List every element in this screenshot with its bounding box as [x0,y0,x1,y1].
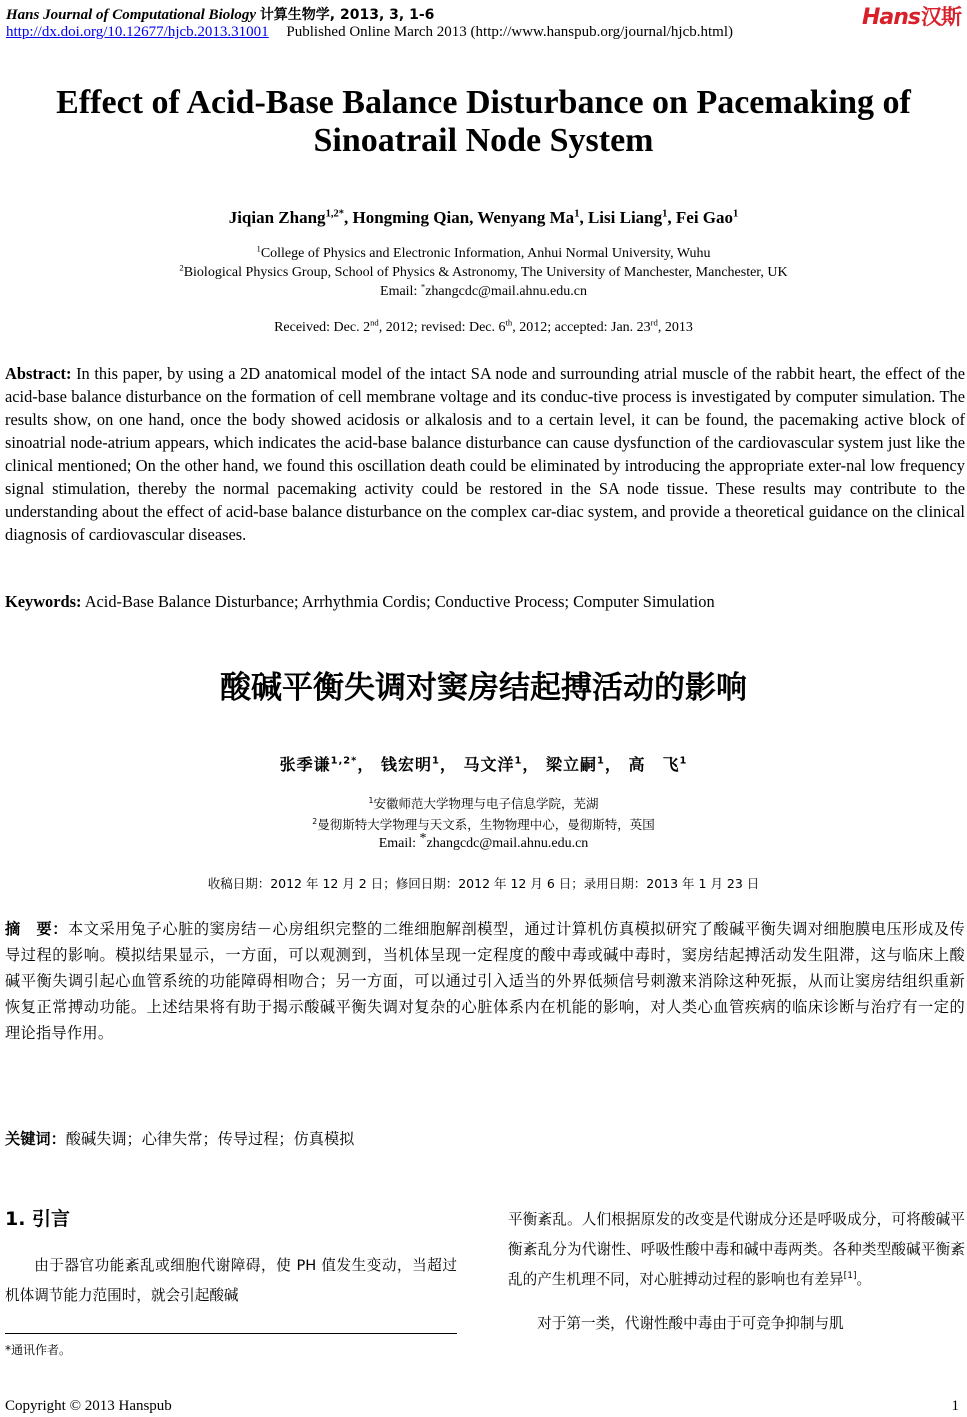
author-sep: ， [522,755,540,774]
published-online: Published Online March 2013 (http://www.hanspub.org/journal/hjcb.html) [286,24,734,40]
date-sup: rd [650,317,658,328]
affiliation-sup: 2 [179,262,184,273]
email-cn [0,830,967,852]
email-label: Email: [380,284,421,299]
date-sup: nd [370,317,379,328]
dates-cn: 收稿日期：2012 年 12 月 2 日；修回日期：2012 年 12 月 6 日；录用日期：2013 年 1 月 23 日 [207,876,760,891]
email-en [0,281,967,300]
email-sup: * [419,830,427,846]
footnote-divider [5,1333,457,1334]
author-sep: ， [439,755,457,774]
affiliation-sup: 2 [312,816,318,826]
footnote-corresponding: *通讯作者。 [5,1343,72,1357]
affiliation-cn-1 [0,794,967,812]
journal-name: Hans Journal of Computational Biology [6,7,257,23]
author-en-sup: 1 [574,208,580,220]
date-accepted: , 2012; accepted: Jan. 23 [512,320,651,335]
affiliation-en-1 [0,243,967,262]
body-left-column: 由于器官功能紊乱或细胞代谢障碍，使 PH 值发生变动，当超过机体调节能力范围时，就会引起酸碱 [5,1257,457,1304]
title-en-line1: Effect of Acid-Base Balance Disturbance on Pacemaking of [56,84,911,121]
email-label: Email: [378,836,420,851]
author-en-sup: 1 [733,208,739,220]
dates-en [0,317,967,336]
logo-text-en: Hans [861,5,920,30]
author-cn-name: 梁立嗣 [545,755,597,774]
doi-line [6,24,733,41]
affiliation-cn-2 [0,815,967,833]
section-heading-intro: 1. 引言 [5,1208,71,1230]
abstract-text: In this paper, by using a 2D anatomical model of the intact SA node and surrounding atrial muscle of the rabbit heart, the effect of the acid-base balance disturbance on the formation of cell membrane voltage and its conduc-tive process is investigated by computer simulation. The results show, on one hand, once the body showed acidosis or alkalosis and to a certain level, it can be found, the pacemaking active block of sinoatrial node-atrium appears, which indicates the acid-base balance disturbance can cause dysfunction of the cardiovascular system just like the clinical mentioned; On the other hand, we found this oscillation death could be eliminated by introducing the appropriate exter-nal low frequency signal stimulation, thereby the normal pacemaking activity could be restored in the SA node tissue. These results may contribute to the understanding about the effect of acid-base balance disturbance on the complex car-diac system, and provide a theoretical guidance on the clinical diagnosis of cardiovascular diseases. [5,364,965,544]
paragraph-end: 。 [856,1271,872,1288]
paper-title-en [0,84,967,160]
affiliation-text: Biological Physics Group, School of Physics & Astronomy, The University of Manchester, Manchester, UK [183,265,788,280]
abstract-cn-label: 摘 要： [5,920,68,938]
affiliation-text: 安徽师范大学物理与电子信息学院，芜湖 [373,796,599,811]
date-received: Received: Dec. 2 [274,320,371,335]
affiliation-sup: 1 [256,243,261,254]
authors-en: Jiqian Zhang$^{1,2*}$, Hongming Qian, Wenyang Ma$^1$, Lisi Liang$^1$, Fei Gao$^1$ [228,208,739,227]
author-en-name: Hongming Qian [352,208,470,227]
affiliation-text: 曼彻斯特大学物理与天文系，生物物理中心，曼彻斯特，英国 [317,817,655,832]
email-address[interactable]: zhangcdc@mail.ahnu.edu.cn [425,284,587,299]
keywords-text: Acid-Base Balance Disturbance; Arrhythmia Cordis; Conductive Process; Computer Simulation [84,592,715,611]
keywords-label: Keywords: [5,592,82,611]
body-right-column [508,1205,965,1339]
abstract-cn-text: 本文采用兔子心脏的窦房结－心房组织完整的二维细胞解剖模型，通过计算机仿真模拟研究了酸碱平衡失调对细胞膜电压形成及传导过程的影响。模拟结果显示，一方面，可以观测到，当机体呈现一定程度的酸中毒或碱中毒时，窦房结起搏活动发生阻滞，这与临床上酸碱平衡失调引起心血管系统的功能障碍相吻合；另一方面，可以通过引入适当的外界低频信号刺激来消除这种死振，从而让窦房结组织重新恢复正常搏动功能。上述结果将有助于揭示酸碱平衡失调对复杂的心脏体系内在机能的影响，对人类心血管疾病的临床诊断与治疗有一定的理论指导作用。 [5,920,965,1042]
journal-volume-info: 计算生物学, 2013, 3, 1-6 [259,7,435,23]
author-sep: ， [357,755,375,774]
paper-title-cn: 酸碱平衡失调对窦房结起搏活动的影响 [220,670,747,706]
affiliation-sup: 1 [368,795,374,805]
logo-text-cn: 汉斯 [921,5,961,29]
abstract-label: Abstract: [5,364,72,383]
author-cn-name: 马文洋 [463,755,515,774]
doi-link[interactable]: http://dx.doi.org/10.12677/hjcb.2013.31001 [6,24,269,40]
author-sep: ， [604,755,622,774]
affiliation-en-2 [0,262,967,281]
author-en-sup: 1 [662,208,668,220]
body-paragraph: 对于第一类，代谢性酸中毒由于可竞争抑制与肌 [537,1315,844,1332]
email-sup: * [420,281,426,292]
author-en-name: Wenyang Ma [477,208,575,227]
author-en-name: Lisi Liang [587,208,663,227]
author-cn-sup: 1 [514,755,523,767]
author-en-sup: 1,2* [325,208,344,220]
date-revised: , 2012; revised: Dec. 6 [378,320,506,335]
author-cn-sup: 1 [679,755,688,767]
author-en-name: Fei Gao [675,208,734,227]
author-cn-name: 高 飞 [628,755,680,774]
page-number: 1 [951,1398,959,1414]
keywords-cn-text: 酸碱失调；心律失常；传导过程；仿真模拟 [65,1130,355,1148]
abstract-cn [5,916,965,1046]
abstract-en [5,362,965,546]
hans-logo [862,1,961,31]
authors-cn [0,752,967,775]
author-cn-sup: 1 [596,755,605,767]
email-address[interactable]: zhangcdc@mail.ahnu.edu.cn [426,836,589,851]
copyright: Copyright © 2013 Hanspub [5,1398,172,1414]
author-cn-sup: 1 [431,755,440,767]
author-en-name: Jiqian Zhang [228,208,326,227]
paragraph-text: 平衡紊乱。人们根据原发的改变是代谢成分还是呼吸成分，可将酸碱平衡紊乱分为代谢性、呼吸性酸中毒和碱中毒两类。各种类型酸碱平衡紊乱的产生机理不同，对心脏搏动过程的影响也有差异 [508,1211,965,1288]
keywords-cn [5,1128,354,1149]
affiliation-text: College of Physics and Electronic Information, Anhui Normal University, Wuhu [260,246,711,261]
keywords-cn-label: 关键词： [5,1130,66,1148]
author-cn-name: 张季谦 [279,755,331,774]
author-cn-sup: 1,2* [330,755,358,767]
body-paragraph [508,1205,965,1295]
date-year: , 2013 [657,320,693,335]
journal-header [6,4,434,24]
title-en-line2: Sinoatrail Node System [313,122,654,159]
author-cn-name: 钱宏明 [380,755,432,774]
keywords-en [5,592,715,612]
citation[interactable]: [1] [843,1271,857,1282]
date-sup: th [505,317,513,328]
